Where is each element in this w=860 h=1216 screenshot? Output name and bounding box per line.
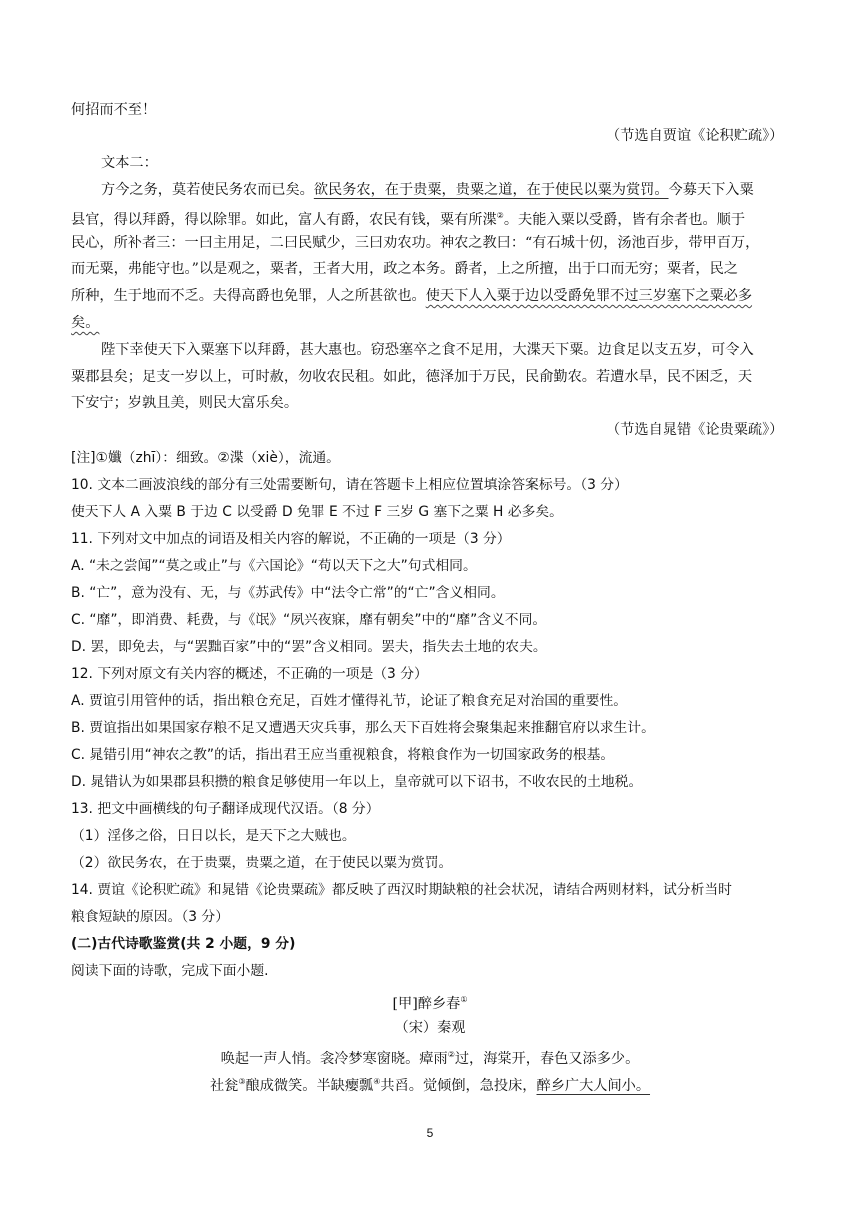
paragraph-line: 而无粟，弗能守也。”以是观之，粟者，王者大用，政之本务。爵者，上之所擅，出于口而无穷；粟者，民之 — [71, 261, 738, 277]
source-citation: （节选自贾谊《论积贮疏》） — [606, 128, 784, 144]
source-citation: （节选自晁错《论贵粟疏》） — [606, 422, 784, 438]
underlined-poem-phrase: 醉乡广大人间小。 — [536, 1078, 651, 1094]
section-intro: 阅读下面的诗歌，完成下面小题. — [71, 963, 269, 979]
wavy-underlined-sentence-end: 矣。 — [71, 315, 100, 331]
poem-title: [甲]醉乡春① — [392, 995, 468, 1012]
question-11-option-b: B. “亡”，意为没有、无，与《苏武传》中“法令亡常”的“亡”含义相同。 — [71, 585, 505, 601]
question-10-options: 使天下人 A 入粟 B 于边 C 以受爵 D 免罪 E 不过 F 三岁 G 塞下之粟 H 必多矣。 — [71, 504, 563, 520]
question-11-option-a: A. “未之尝闻”“莫之或止”与《六国论》“苟以天下之大”句式相同。 — [71, 558, 477, 574]
question-12-option-b: B. 贾谊指出如果国家存粮不足又遭遇天灾兵事，那么天下百姓将会聚集起来推翻官府以求生计。 — [71, 720, 655, 736]
paragraph-line: 方今之务，莫若使民务农而已矣。欲民务农，在于贵粟，贵粟之道，在于使民以粟为赏罚。今募天下入粟 — [101, 182, 754, 198]
question-12-option-a: A. 贾谊引用管仲的话，指出粮仓充足，百姓才懂得礼节，论证了粮食充足对治国的重要性。 — [71, 693, 628, 709]
section-heading: 文本二： — [101, 155, 158, 171]
question-13-item-2: （2）欲民务农，在于贵粟，贵粟之道，在于使民以粟为赏罚。 — [71, 855, 453, 871]
paragraph-line: 所种，生于地而不乏。夫得高爵也免罪，人之所甚欲也。使天下人入粟于边以受爵免罪不过三岁塞下之粟必多 — [71, 288, 753, 304]
question-11-option-c: C. “靡”，即消费、耗费，与《氓》“夙兴夜寐，靡有朝矣”中的“靡”含义不同。 — [71, 612, 547, 628]
underlined-sentence: 欲民务农，在于贵粟，贵粟之道，在于使民以粟为赏罚。 — [313, 182, 669, 198]
question-11-option-d: D. 罢，即免去，与“罢黜百家”中的“罢”含义相同。罢夫，指失去土地的农夫。 — [71, 639, 547, 655]
poem-line-2: 社瓮③酿成微笑。半缺瘿瓢④共舀。觉倾倒，急投床，醉乡广大人间小。 — [209, 1077, 651, 1094]
paragraph-line — [71, 313, 99, 333]
paragraph-line: 下安宁；岁孰且美，则民大富乐矣。 — [71, 395, 299, 411]
question-12: 12. 下列对原文有关内容的概述，不正确的一项是（3 分） — [71, 666, 428, 682]
paragraph-line: 县官，得以拜爵，得以除罪。如此，富人有爵，农民有钱，粟有所渫②。夫能入粟以受爵，皆有余者也。顺于 — [71, 211, 746, 228]
text-line: 何招而不至！ — [71, 102, 157, 118]
question-12-option-d: D. 晁错认为如果郡县积攒的粮食足够使用一年以上，皇帝就可以下诏书，不收农民的土地税。 — [71, 774, 643, 790]
section-heading-poetry: (二)古代诗歌鉴赏(共 2 小题，9 分) — [71, 936, 296, 952]
question-14: 14. 贾谊《论积贮疏》和晁错《论贵粟疏》都反映了西汉时期缺粮的社会状况，请结合两则材料，试分析当时 — [71, 882, 732, 898]
paragraph-line: 粟郡县矣；足支一岁以上，可时赦，勿收农民租。如此，德泽加于万民，民俞勤农。若遭水旱，民不困乏，天 — [71, 369, 753, 385]
wavy-underlined-sentence: 使天下人入粟于边以受爵免罪不过三岁塞下之粟必多 — [425, 288, 753, 304]
question-11: 11. 下列对文中加点的词语及相关内容的解说，不正确的一项是（3 分） — [71, 531, 511, 547]
question-14-cont: 粮食短缺的原因。（3 分） — [71, 909, 230, 925]
paragraph-line: 民心，所补者三：一曰主用足，二曰民赋少，三曰劝农功。神农之教曰：“有石城十仞，汤池百步，带甲百万， — [71, 235, 760, 251]
question-10: 10. 文本二画波浪线的部分有三处需要断句，请在答题卡上相应位置填涂答案标号。（3 分） — [71, 477, 628, 493]
poem-author: （宋）秦观 — [394, 1020, 466, 1036]
poem-line-1: 唤起一声人悄。衾冷梦寒窗晓。瘴雨②过，海棠开，春色又添多少。 — [220, 1050, 640, 1067]
page-number: 5 — [426, 1126, 434, 1140]
question-13-item-1: （1）淫侈之俗，日日以长，是天下之大贼也。 — [71, 828, 356, 844]
question-13: 13. 把文中画横线的句子翻译成现代汉语。（8 分） — [71, 801, 380, 817]
question-12-option-c: C. 晁错引用“神农之教”的话，指出君王应当重视粮食，将粮食作为一切国家政务的根基。 — [71, 747, 615, 763]
footnote: [注]①孅（zhī）：细致。②渫（xiè），流通。 — [71, 450, 340, 466]
paragraph-line: 陛下幸使天下入粟塞下以拜爵，甚大惠也。窃恐塞卒之食不足用，大渫天下粟。边食足以支五岁，可令入 — [101, 342, 754, 358]
